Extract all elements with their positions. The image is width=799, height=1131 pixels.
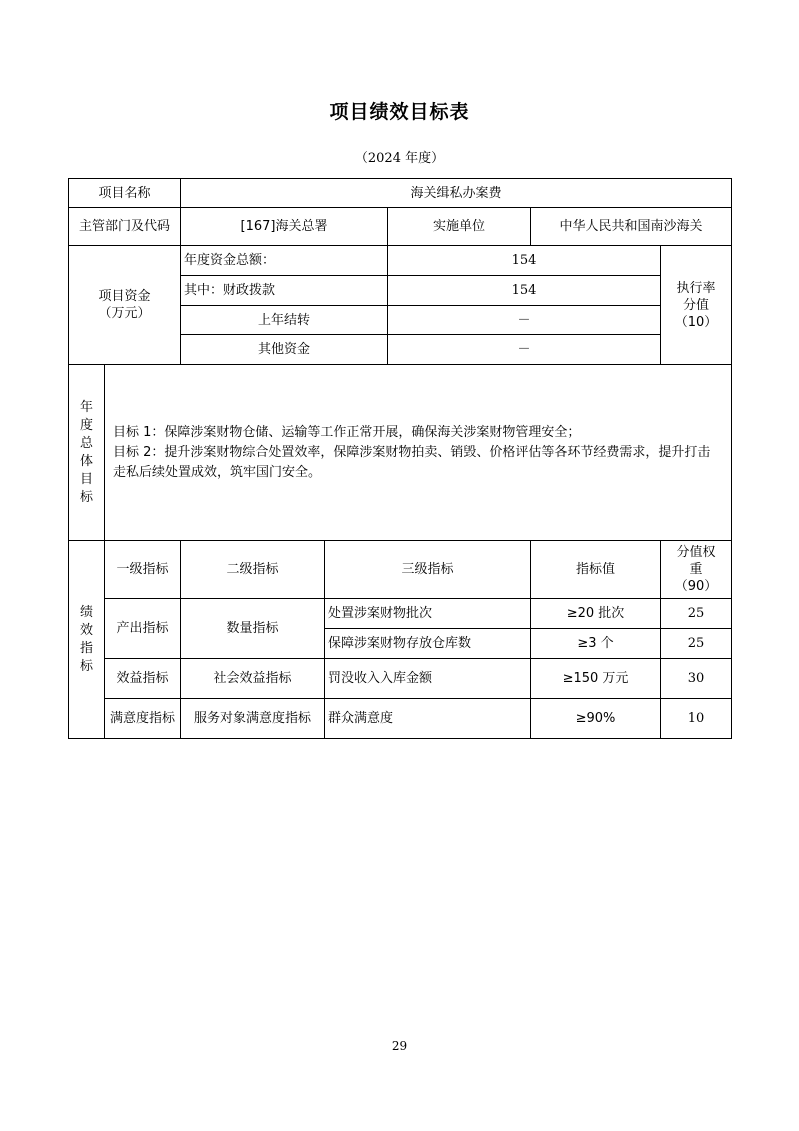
annual-goal-label: 年 度 总 体 目 标	[69, 365, 105, 541]
satisfaction-weight: 10	[661, 699, 732, 739]
fiscal-value: 154	[388, 276, 661, 306]
benefit-weight: 30	[661, 659, 732, 699]
funds-label: 项目资金 （万元）	[69, 246, 181, 365]
department-label: 主管部门及代码	[69, 208, 181, 246]
output-row2-level3: 保障涉案财物存放仓库数	[325, 629, 531, 659]
benefit-level3: 罚没收入入库金额	[325, 659, 531, 699]
benefit-value: ≥150 万元	[531, 659, 661, 699]
header-level2: 二级指标	[181, 541, 325, 599]
output-row2-weight: 25	[661, 629, 732, 659]
output-row1-value: ≥20 批次	[531, 599, 661, 629]
output-row1-level3: 处置涉案财物批次	[325, 599, 531, 629]
carryover-label: 上年结转	[181, 306, 388, 335]
output-row2-value: ≥3 个	[531, 629, 661, 659]
page-number: 29	[391, 1039, 408, 1053]
output-level1: 产出指标	[105, 599, 181, 659]
header-level1: 一级指标	[105, 541, 181, 599]
project-name-label: 项目名称	[69, 179, 181, 208]
other-funds-value: －	[388, 335, 661, 365]
performance-goal-table	[68, 178, 732, 739]
goal-1: 目标 1：保障涉案财物仓储、运输等工作正常开展，确保海关涉案财物管理安全；	[113, 424, 581, 440]
carryover-value: －	[388, 306, 661, 335]
satisfaction-level2: 服务对象满意度指标	[181, 699, 325, 739]
year-subtitle: （2024 年度）	[354, 151, 445, 166]
department-value: [167]海关总署	[181, 208, 388, 246]
satisfaction-value: ≥90%	[531, 699, 661, 739]
header-level3: 三级指标	[325, 541, 531, 599]
other-funds-label: 其他资金	[181, 335, 388, 365]
satisfaction-level1: 满意度指标	[105, 699, 181, 739]
page-title: 项目绩效目标表	[329, 101, 470, 123]
goal-2: 目标 2：提升涉案财物综合处置效率，保障涉案财物拍卖、销毁、价格评估等各环节经费需求，提升打击走私后续处置成效，筑牢国门安全。	[113, 444, 711, 480]
satisfaction-level3: 群众满意度	[325, 699, 531, 739]
output-row1-weight: 25	[661, 599, 732, 629]
header-value: 指标值	[531, 541, 661, 599]
annual-total-value: 154	[388, 246, 661, 276]
implementer-value: 中华人民共和国南沙海关	[531, 208, 732, 246]
annual-goal-text	[105, 365, 732, 541]
benefit-level2: 社会效益指标	[181, 659, 325, 699]
project-name-value: 海关缉私办案费	[181, 179, 732, 208]
header-weight: 分值权 重 （90）	[661, 541, 732, 599]
perf-indicator-label: 绩 效 指 标	[69, 541, 105, 739]
exec-rate-label: 执行率 分值 （10）	[661, 246, 732, 365]
output-level2: 数量指标	[181, 599, 325, 659]
implementer-label: 实施单位	[388, 208, 531, 246]
benefit-level1: 效益指标	[105, 659, 181, 699]
annual-total-label: 年度资金总额：	[181, 246, 388, 276]
fiscal-label: 其中：财政拨款	[181, 276, 388, 306]
